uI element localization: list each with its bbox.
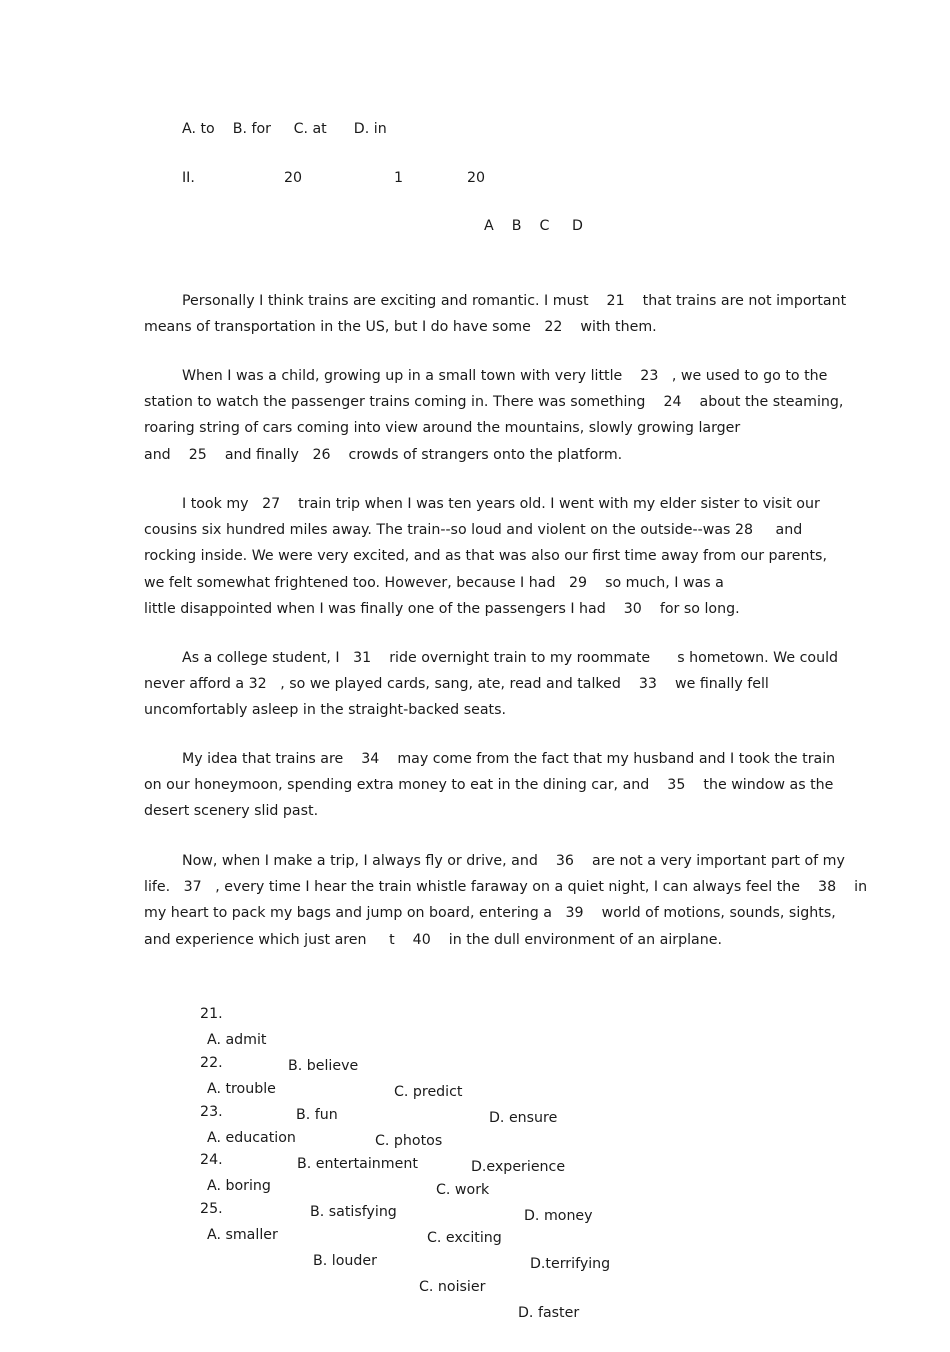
passage-paragraph (144, 288, 847, 340)
option-a: A. boring (207, 1178, 271, 1194)
option-c: C. exciting (427, 1230, 502, 1246)
option-b: B. fun (296, 1107, 338, 1123)
passage-paragraph (144, 363, 844, 468)
paragraph-line: uncomfortably asleep in the straight-backed seats. (144, 702, 506, 719)
paragraph-line: roaring string of cars coming into view around the mountains, slowly growing larger (144, 420, 741, 437)
passage-paragraph (144, 746, 836, 825)
option-a: A. trouble (207, 1081, 276, 1097)
question-number: 21. (200, 1006, 223, 1022)
paragraph-line: and 25 and finally 26 crowds of strangers onto the platform. (144, 446, 623, 463)
paragraph-line: desert scenery slid past. (144, 803, 319, 820)
paragraph-line: As a college student, I 31 ride overnight train to my roommate s hometown. We could (182, 650, 839, 666)
paragraph-line: When I was a child, growing up in a small town with very little 23 , we used to go to the (182, 368, 828, 384)
paragraph-line: my heart to pack my bags and jump on board, entering a 39 world of motions, sounds, sights, (144, 905, 836, 922)
option-c: C. work (436, 1182, 490, 1198)
option-c: C. photos (375, 1133, 443, 1149)
section-choice-letters: A B C D (484, 218, 583, 234)
question-number: 25. (200, 1201, 223, 1217)
section-total-points: 20 (467, 170, 486, 186)
option-b: B. entertainment (297, 1156, 418, 1172)
question-number: 24. (200, 1152, 223, 1168)
paragraph-line: life. 37 , every time I hear the train whistle faraway on a quiet night, I can always feel the 38 in (144, 879, 868, 896)
paragraph-line: Now, when I make a trip, I always fly or drive, and 36 are not a very important part of my (182, 853, 845, 869)
paragraph-line: Personally I think trains are exciting and romantic. I must 21 that trains are not important (182, 293, 847, 309)
option-a: A. admit (207, 1032, 267, 1048)
option-b: B. believe (288, 1058, 359, 1074)
paragraph-line: I took my 27 train trip when I was ten years old. I went with my elder sister to visit our (182, 496, 820, 512)
passage-paragraph (144, 848, 868, 953)
paragraph-line: rocking inside. We were very excited, and as that was also our first time away from our parents, (144, 548, 827, 565)
paragraph-line: we felt somewhat frightened too. However, because I had 29 so much, I was a (144, 574, 724, 591)
option-b: B. satisfying (310, 1204, 397, 1220)
section-total-questions: 20 (284, 170, 303, 186)
option-a: A. education (207, 1130, 296, 1146)
paragraph-line: on our honeymoon, spending extra money to eat in the dining car, and 35 the window as the (144, 777, 834, 794)
option-c: C. predict (394, 1084, 463, 1100)
option-b: B. louder (313, 1253, 377, 1269)
option-d: D. money (524, 1208, 593, 1224)
paragraph-line: cousins six hundred miles away. The train--so loud and violent on the outside--was 28 and (144, 522, 803, 539)
question-number: 23. (200, 1104, 223, 1120)
section-points-each: 1 (394, 170, 404, 186)
passage-paragraph (144, 491, 827, 622)
section-numeral: II. (182, 170, 195, 186)
previous-question-options: A. to B. for C. at D. in (182, 121, 387, 137)
option-d: D. ensure (489, 1110, 558, 1126)
paragraph-line: and experience which just aren t 40 in the dull environment of an airplane. (144, 931, 722, 948)
option-a: A. smaller (207, 1227, 278, 1243)
question-number: 22. (200, 1055, 223, 1071)
option-d: D.experience (471, 1159, 566, 1175)
paragraph-line: My idea that trains are 34 may come from the fact that my husband and I took the train (182, 751, 836, 767)
option-c: C. noisier (419, 1279, 486, 1295)
passage-paragraph (144, 645, 839, 724)
option-d: D. faster (518, 1305, 580, 1321)
paragraph-line: means of transportation in the US, but I do have some 22 with them. (144, 319, 657, 336)
paragraph-line: station to watch the passenger trains coming in. There was something 24 about the steaming, (144, 394, 844, 411)
paragraph-line: never afford a 32 , so we played cards, sang, ate, read and talked 33 we finally fell (144, 676, 769, 693)
option-d: D.terrifying (530, 1256, 611, 1272)
paragraph-line: little disappointed when I was finally one of the passengers I had 30 for so long. (144, 600, 740, 617)
